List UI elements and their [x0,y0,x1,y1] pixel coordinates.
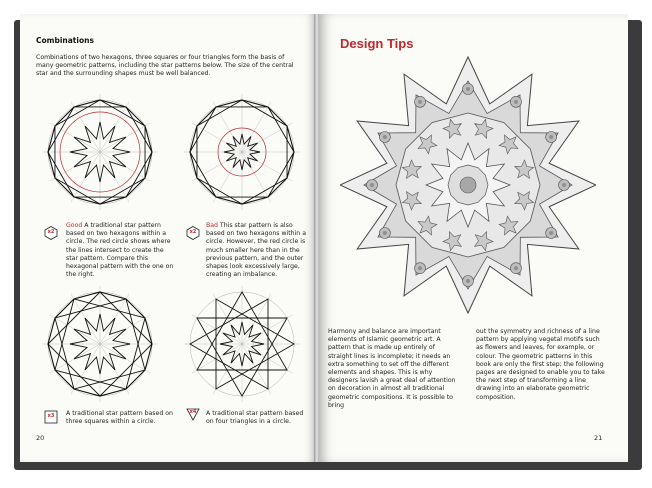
triangle-tag-icon [186,408,200,422]
hexagon-star-bad-figure [182,92,302,212]
page-title: Design Tips [340,36,414,51]
caption-bad [206,222,310,279]
hexagon-tag-icon [44,226,58,240]
decorated-star-pattern-illustration [340,54,596,316]
square-tag-icon [44,410,58,424]
caption-triangles [206,410,310,426]
hexagon-tag-icon [186,226,200,240]
right-page [318,14,628,462]
body-text-left-column: Harmony and balance are important elements of Islamic geometric art. A pattern that is made up entirely of straight lines is incomplete; it needs an extra something to set off the different elements and shapes. This is why designers lavish a great deal of attention on decoration in almost all traditional geometric compositions. It is possible to bring [328,328,456,409]
body-text-right-column: out the symmetry and richness of a line pattern by applying vegetal motifs such as flowers and leaves, for example, or colour. The geometric patterns in this book are only the first step; the following pages are designed to enable you to take the next step of transforming a line drawing into an elaborate geometric composition. [476,328,605,401]
tag-label: x3 [47,413,55,419]
tag-label: x4 [189,409,197,415]
caption-text: A traditional star pattern based on three squares within a circle. [66,410,173,426]
caption-text: This star pattern is also based on two hexagons within a circle. However, the red circle is much smaller here than in the previous pattern, and the outer shapes look excessively large, creating an imbalance. [206,222,306,279]
tag-label: x2 [189,229,197,235]
triangle-star-figure [182,284,302,404]
caption-text: A traditional star pattern based on four triangles in a circle. [206,410,304,426]
caption-text: A traditional star pattern based on two hexagons within a circle. The red circle shows where the lines intersect to create the star pattern. Compare this hexagonal pattern with the one on the right. [66,222,174,279]
section-title: Combinations [36,36,94,45]
tag-label: x2 [47,229,55,235]
intro-paragraph: Combinations of two hexagons, three squares or four triangles form the basis of many geometric patterns, including the star patterns below. The size of the central star and the surrounding shapes must be well balanced. [36,54,294,78]
caption-squares [66,410,174,426]
caption-lead: Bad [206,222,218,229]
hexagon-star-good-figure [40,92,160,212]
caption-lead: Good [66,222,83,229]
caption-good [66,222,174,279]
page-number-left: 20 [36,434,45,442]
page-number-right: 21 [594,434,603,442]
left-page [20,14,316,462]
square-star-figure [40,284,160,404]
